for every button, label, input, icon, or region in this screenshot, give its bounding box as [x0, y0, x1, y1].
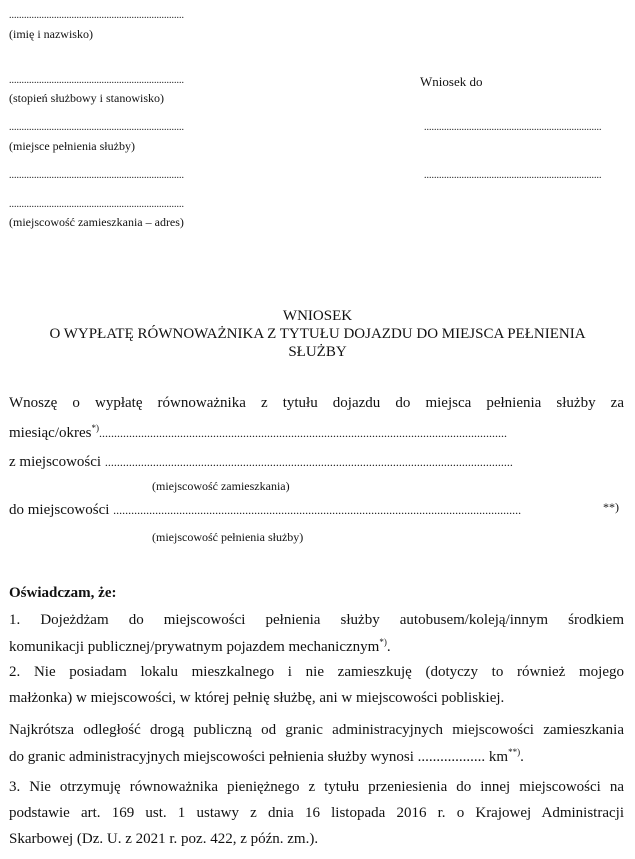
rank-dotted-line[interactable]: ...................................................................... — [9, 75, 184, 86]
service-place-dotted-line[interactable]: ...................................................................... — [9, 122, 184, 133]
from-caption: (miejscowość zamieszkania) — [152, 479, 290, 493]
to-label: do miejscowości — [9, 502, 110, 518]
name-dotted-line[interactable]: ...................................................................... — [9, 10, 184, 21]
distance-line-1: Najkrótsza odległość drogą publiczną od granic administracyjnych miejscowości zamieszkania — [9, 722, 624, 738]
distance-footnote: **) — [508, 747, 521, 757]
from-dotted-field[interactable]: ........................................................................................................................................ — [104, 455, 513, 469]
item1-period: . — [386, 639, 391, 655]
declaration-heading: Oświadczam, że: — [9, 585, 117, 601]
distance-line-2 — [9, 747, 524, 766]
request-to-label: Wniosek do — [420, 74, 483, 89]
item3-line-3: Skarbowej (Dz. U. z 2021 r. poz. 422, z późn. zm.). — [9, 831, 319, 847]
address-dotted-line-2[interactable]: ...................................................................... — [9, 199, 184, 210]
document-title-line-1: WNIOSEK — [282, 308, 353, 324]
from-row — [9, 454, 624, 471]
name-caption: (imię i nazwisko) — [9, 27, 93, 41]
distance-period: . — [520, 749, 524, 765]
distance-text: do granic administracyjnych miejscowości pełnienia służby wynosi .................. km — [9, 749, 509, 765]
to-dotted-field[interactable]: ........................................................................................................................................ — [113, 503, 522, 517]
month-row — [9, 423, 624, 442]
month-dotted-field[interactable]: ........................................................................................................................................ — [98, 426, 507, 440]
from-label: z miejscowości — [9, 454, 102, 470]
footnote-double-marker: **) — [603, 500, 619, 514]
item1-line-1: 1. Dojeżdżam do miejscowości pełnienia służby autobusem/koleją/innym środkiem — [9, 612, 624, 628]
document-title-line-3: SŁUŻBY — [288, 344, 347, 360]
footnote-marker: *) — [91, 423, 99, 433]
rank-caption: (stopień służbowy i stanowisko) — [9, 91, 164, 105]
item1-line-2 — [9, 637, 391, 656]
item3-line-1: 3. Nie otrzymuję równoważnika pieniężnego z tytułu przeniesienia do innej miejscowości na — [9, 779, 624, 795]
recipient-dotted-line-1[interactable]: ....................................................................... — [424, 122, 602, 133]
service-place-caption: (miejsce pełnienia służby) — [9, 139, 135, 153]
address-dotted-line-1[interactable]: ...................................................................... — [9, 170, 184, 181]
item2-line-1: 2. Nie posiadam lokalu mieszkalnego i nie zamieszkuję (dotyczy to również mojego — [9, 664, 624, 680]
item1-text: komunikacji publicznej/prywatnym pojazdem mechanicznym — [9, 639, 380, 655]
request-text-line-1: Wnoszę o wypłatę równoważnika z tytułu dojazdu do miejsca pełnienia służby za — [9, 395, 624, 411]
to-caption: (miejscowość pełnienia służby) — [152, 530, 304, 544]
document-title-line-2: O WYPŁATĘ RÓWNOWAŻNIKA Z TYTUŁU DOJAZDU DO MIEJSCA PEŁNIENIA — [49, 326, 586, 342]
to-row — [9, 502, 599, 519]
residence-caption: (miejscowość zamieszkania – adres) — [9, 215, 184, 229]
month-label: miesiąc/okres — [9, 425, 92, 441]
item2-line-2: małżonka) w miejscowości, w której pełnię służbę, ani w miejscowości pobliskiej. — [9, 690, 505, 706]
item3-line-2: podstawie art. 169 ust. 1 ustawy z dnia 16 listopada 2016 r. o Krajowej Administracji — [9, 805, 624, 821]
recipient-dotted-line-2[interactable]: ....................................................................... — [424, 170, 602, 181]
item1-footnote: *) — [379, 637, 387, 647]
